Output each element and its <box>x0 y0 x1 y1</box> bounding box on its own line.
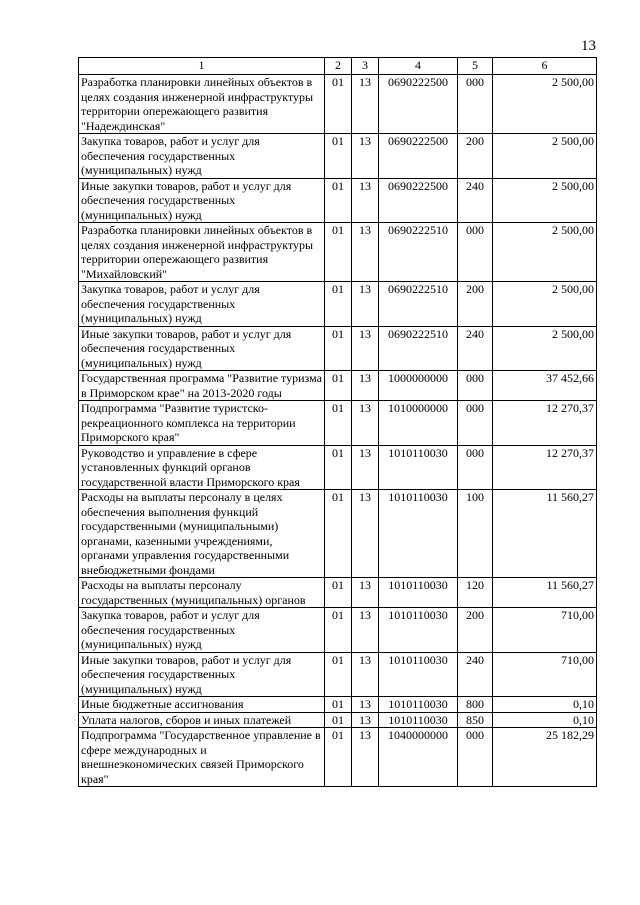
table-row <box>79 326 597 371</box>
row-target-article-cell: 1010110030 <box>379 608 458 653</box>
row-section-cell: 01 <box>325 652 352 697</box>
row-amount-cell: 11 560,27 <box>493 490 597 578</box>
table-row <box>79 578 597 608</box>
row-amount-cell: 710,00 <box>493 608 597 653</box>
row-amount-cell: 2 500,00 <box>493 178 597 223</box>
row-section-cell: 01 <box>325 445 352 490</box>
row-subsection-cell: 13 <box>352 75 379 134</box>
row-subsection-cell: 13 <box>352 652 379 697</box>
row-expense-type-cell: 800 <box>458 697 493 713</box>
row-subsection-cell: 13 <box>352 282 379 327</box>
row-name-cell: Закупка товаров, работ и услуг для обеспечения государственных (муниципальных) нужд <box>79 282 325 327</box>
row-section-cell: 01 <box>325 134 352 179</box>
table-row <box>79 728 597 787</box>
header-row <box>79 58 597 75</box>
row-subsection-cell: 13 <box>352 578 379 608</box>
row-amount-cell: 2 500,00 <box>493 326 597 371</box>
row-expense-type-cell: 100 <box>458 490 493 578</box>
row-amount-cell: 12 270,37 <box>493 401 597 446</box>
table-row <box>79 490 597 578</box>
row-section-cell: 01 <box>325 608 352 653</box>
row-expense-type-cell: 000 <box>458 728 493 787</box>
table-row <box>79 282 597 327</box>
row-subsection-cell: 13 <box>352 371 379 401</box>
header-cell: 2 <box>325 58 352 75</box>
row-subsection-cell: 13 <box>352 134 379 179</box>
row-name-cell: Руководство и управление в сфере установленных функций органов государственной власти Приморского края <box>79 445 325 490</box>
row-target-article-cell: 0690222510 <box>379 282 458 327</box>
row-expense-type-cell: 200 <box>458 134 493 179</box>
row-name-cell: Иные закупки товаров, работ и услуг для обеспечения государственных (муниципальных) нужд <box>79 652 325 697</box>
row-name-cell: Государственная программа "Развитие туризма в Приморском крае" на 2013-2020 годы <box>79 371 325 401</box>
row-amount-cell: 0,10 <box>493 712 597 728</box>
row-expense-type-cell: 240 <box>458 652 493 697</box>
row-name-cell: Иные бюджетные ассигнования <box>79 697 325 713</box>
table-row <box>79 445 597 490</box>
row-target-article-cell: 1040000000 <box>379 728 458 787</box>
row-expense-type-cell: 240 <box>458 326 493 371</box>
row-amount-cell: 12 270,37 <box>493 445 597 490</box>
row-amount-cell: 37 452,66 <box>493 371 597 401</box>
row-target-article-cell: 0690222510 <box>379 223 458 282</box>
row-subsection-cell: 13 <box>352 445 379 490</box>
row-target-article-cell: 1010110030 <box>379 490 458 578</box>
row-section-cell: 01 <box>325 401 352 446</box>
row-amount-cell: 2 500,00 <box>493 223 597 282</box>
header-cell: 6 <box>493 58 597 75</box>
row-amount-cell: 710,00 <box>493 652 597 697</box>
header-cell: 5 <box>458 58 493 75</box>
row-expense-type-cell: 000 <box>458 445 493 490</box>
row-amount-cell: 0,10 <box>493 697 597 713</box>
row-amount-cell: 2 500,00 <box>493 75 597 134</box>
row-expense-type-cell: 000 <box>458 401 493 446</box>
row-expense-type-cell: 120 <box>458 578 493 608</box>
row-name-cell: Уплата налогов, сборов и иных платежей <box>79 712 325 728</box>
row-subsection-cell: 13 <box>352 401 379 446</box>
row-subsection-cell: 13 <box>352 490 379 578</box>
row-expense-type-cell: 240 <box>458 178 493 223</box>
row-name-cell: Расходы на выплаты персоналу в целях обеспечения выполнения функций государственными (муниципальными) органами, казенными учреждениями, органами управления государственными внебюджетными фондами <box>79 490 325 578</box>
row-target-article-cell: 1010110030 <box>379 578 458 608</box>
row-name-cell: Иные закупки товаров, работ и услуг для обеспечения государственных (муниципальных) нужд <box>79 178 325 223</box>
row-section-cell: 01 <box>325 223 352 282</box>
row-expense-type-cell: 000 <box>458 371 493 401</box>
row-section-cell: 01 <box>325 712 352 728</box>
table-row <box>79 401 597 446</box>
row-section-cell: 01 <box>325 728 352 787</box>
row-section-cell: 01 <box>325 371 352 401</box>
table-row <box>79 75 597 134</box>
row-target-article-cell: 1010110030 <box>379 697 458 713</box>
row-target-article-cell: 0690222510 <box>379 326 458 371</box>
budget-table <box>78 57 597 787</box>
header-cell: 4 <box>379 58 458 75</box>
table-row <box>79 697 597 713</box>
table-row <box>79 134 597 179</box>
row-expense-type-cell: 850 <box>458 712 493 728</box>
row-name-cell: Закупка товаров, работ и услуг для обеспечения государственных (муниципальных) нужд <box>79 134 325 179</box>
row-section-cell: 01 <box>325 75 352 134</box>
row-section-cell: 01 <box>325 490 352 578</box>
row-subsection-cell: 13 <box>352 608 379 653</box>
row-amount-cell: 2 500,00 <box>493 134 597 179</box>
table-row <box>79 608 597 653</box>
row-target-article-cell: 1010110030 <box>379 712 458 728</box>
row-name-cell: Закупка товаров, работ и услуг для обеспечения государственных (муниципальных) нужд <box>79 608 325 653</box>
row-section-cell: 01 <box>325 282 352 327</box>
row-expense-type-cell: 200 <box>458 608 493 653</box>
row-amount-cell: 2 500,00 <box>493 282 597 327</box>
row-target-article-cell: 1010110030 <box>379 652 458 697</box>
row-expense-type-cell: 000 <box>458 75 493 134</box>
table-row <box>79 178 597 223</box>
page-number: 13 <box>581 38 596 54</box>
row-target-article-cell: 0690222500 <box>379 134 458 179</box>
row-name-cell: Расходы на выплаты персоналу государственных (муниципальных) органов <box>79 578 325 608</box>
row-name-cell: Разработка планировки линейных объектов в целях создания инженерной инфраструктуры территории опережающего развития "Надеждинская" <box>79 75 325 134</box>
row-subsection-cell: 13 <box>352 697 379 713</box>
row-subsection-cell: 13 <box>352 178 379 223</box>
table-row <box>79 223 597 282</box>
row-subsection-cell: 13 <box>352 712 379 728</box>
row-name-cell: Иные закупки товаров, работ и услуг для обеспечения государственных (муниципальных) нужд <box>79 326 325 371</box>
table-row <box>79 652 597 697</box>
row-expense-type-cell: 000 <box>458 223 493 282</box>
table-row <box>79 371 597 401</box>
row-subsection-cell: 13 <box>352 728 379 787</box>
row-section-cell: 01 <box>325 178 352 223</box>
row-subsection-cell: 13 <box>352 326 379 371</box>
row-name-cell: Подпрограмма "Государственное управление в сфере международных и внешнеэкономических связей Приморского края" <box>79 728 325 787</box>
row-name-cell: Подпрограмма "Развитие туристско-рекреационного комплекса на территории Приморского края" <box>79 401 325 446</box>
row-target-article-cell: 0690222500 <box>379 178 458 223</box>
table-row <box>79 712 597 728</box>
row-amount-cell: 25 182,29 <box>493 728 597 787</box>
row-target-article-cell: 1000000000 <box>379 371 458 401</box>
row-target-article-cell: 0690222500 <box>379 75 458 134</box>
row-name-cell: Разработка планировки линейных объектов в целях создания инженерной инфраструктуры территории опережающего развития "Михайловский" <box>79 223 325 282</box>
table-body <box>79 75 597 787</box>
row-section-cell: 01 <box>325 578 352 608</box>
row-target-article-cell: 1010000000 <box>379 401 458 446</box>
row-expense-type-cell: 200 <box>458 282 493 327</box>
row-amount-cell: 11 560,27 <box>493 578 597 608</box>
header-cell: 3 <box>352 58 379 75</box>
row-section-cell: 01 <box>325 326 352 371</box>
row-section-cell: 01 <box>325 697 352 713</box>
row-subsection-cell: 13 <box>352 223 379 282</box>
header-cell: 1 <box>79 58 325 75</box>
row-target-article-cell: 1010110030 <box>379 445 458 490</box>
